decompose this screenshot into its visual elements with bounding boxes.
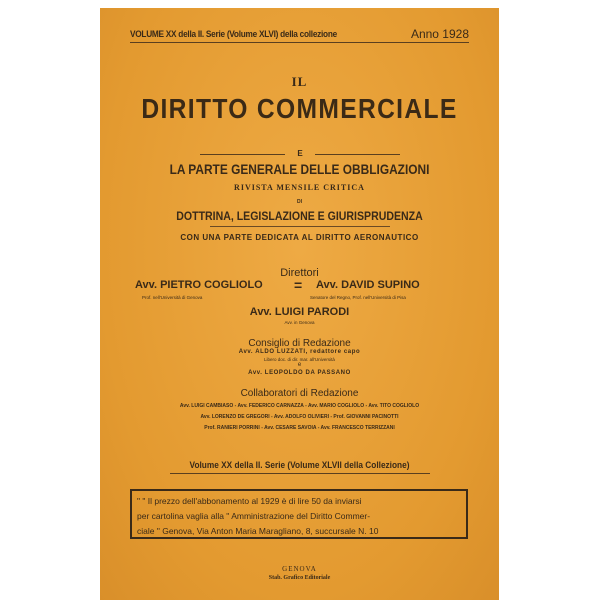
aero-label: CON UNA PARTE DEDICATA AL DIRITTO AERONAUTICO bbox=[180, 233, 419, 242]
consiglio-heading: Consiglio di Redazione bbox=[248, 338, 351, 349]
magazine-cover bbox=[100, 8, 499, 600]
collaboratori-line: Avv. LUIGI CAMBIASO - Avv. FEDERICO CARNAZZA - Avv. MARIO COGLIOLO - Avv. TITO COGLIOLO bbox=[179, 403, 420, 409]
notice-line: " " Il prezzo dell'abbonamento al 1929 è di lire 50 da inviarsi bbox=[137, 496, 362, 506]
year-label: Anno 1928 bbox=[410, 27, 469, 41]
volume-note: Volume XX della II. Serie (Volume XLVII della Collezione) bbox=[189, 460, 410, 470]
imprint-printer: Stab. Grafico Editoriale bbox=[268, 575, 331, 581]
header-rule bbox=[130, 42, 469, 43]
volume-note-rule bbox=[170, 473, 430, 474]
notice-line: per cartolina vaglia alla " Amministrazione del Diritto Commer- bbox=[137, 511, 371, 521]
divider-line-right bbox=[315, 154, 400, 155]
notice-line: ciale " Genova, Via Anton Maria Maragliano, 8, succursale N. 10 bbox=[137, 526, 379, 536]
editor-luzzati: Avv. ALDO LUZZATI, redattore capo bbox=[238, 349, 361, 355]
editor-luzzati-title: Libero doc. di dir. mar. all'Università bbox=[264, 357, 335, 362]
editor-conjunction: e bbox=[297, 362, 302, 368]
director-cogliolo: Avv. PIETRO COGLIOLO bbox=[135, 279, 263, 291]
subscription-notice bbox=[130, 489, 468, 539]
title-conjunction: E bbox=[297, 149, 303, 158]
main-title: DIRITTO COMMERCIALE bbox=[141, 93, 458, 124]
title-divider bbox=[200, 150, 400, 160]
director-parodi: Avv. LUIGI PARODI bbox=[249, 306, 350, 318]
volume-line: VOLUME XX della II. Serie (Volume XLVI) della collezione bbox=[130, 29, 337, 39]
director-supino: Avv. DAVID SUPINO bbox=[316, 279, 420, 291]
subtitle: LA PARTE GENERALE DELLE OBBLIGAZIONI bbox=[169, 161, 430, 177]
collaboratori-line: Avv. LORENZO DE GREGORI - Avv. ADOLFO OLIVIERI - Prof. GIOVANNI PACINOTTI bbox=[200, 414, 399, 420]
imprint-city: GENOVA bbox=[282, 565, 317, 573]
director-separator: = bbox=[294, 277, 303, 293]
director-cogliolo-title: Prof. nell'Università di Genova bbox=[142, 295, 203, 300]
di-label: DI bbox=[297, 199, 302, 205]
dottrina-label: DOTTRINA, LEGISLAZIONE E GIURISPRUDENZA bbox=[176, 209, 423, 223]
direttori-subtitles bbox=[100, 295, 499, 303]
title-article: IL bbox=[291, 74, 308, 89]
cover-header bbox=[130, 29, 469, 43]
director-supino-title: Senatore del Regno, Prof. nell'Università di Pisa bbox=[310, 295, 406, 300]
collaboratori-line: Prof. RANIERI PORRINI - Avv. CESARE SAVOIA - Avv. FRANCESCO TERRIZZANI bbox=[204, 425, 395, 431]
collaboratori-heading: Collaboratori di Redazione bbox=[240, 388, 359, 399]
rivista-label: RIVISTA MENSILE CRITICA bbox=[234, 183, 365, 192]
editor-passano: Avv. LEOPOLDO DA PASSANO bbox=[248, 370, 351, 376]
direttori-row bbox=[100, 279, 499, 293]
director-parodi-title: Avv. in Genova bbox=[284, 320, 315, 325]
aero-rule bbox=[210, 226, 390, 227]
direttori-heading: Direttori bbox=[280, 267, 319, 279]
